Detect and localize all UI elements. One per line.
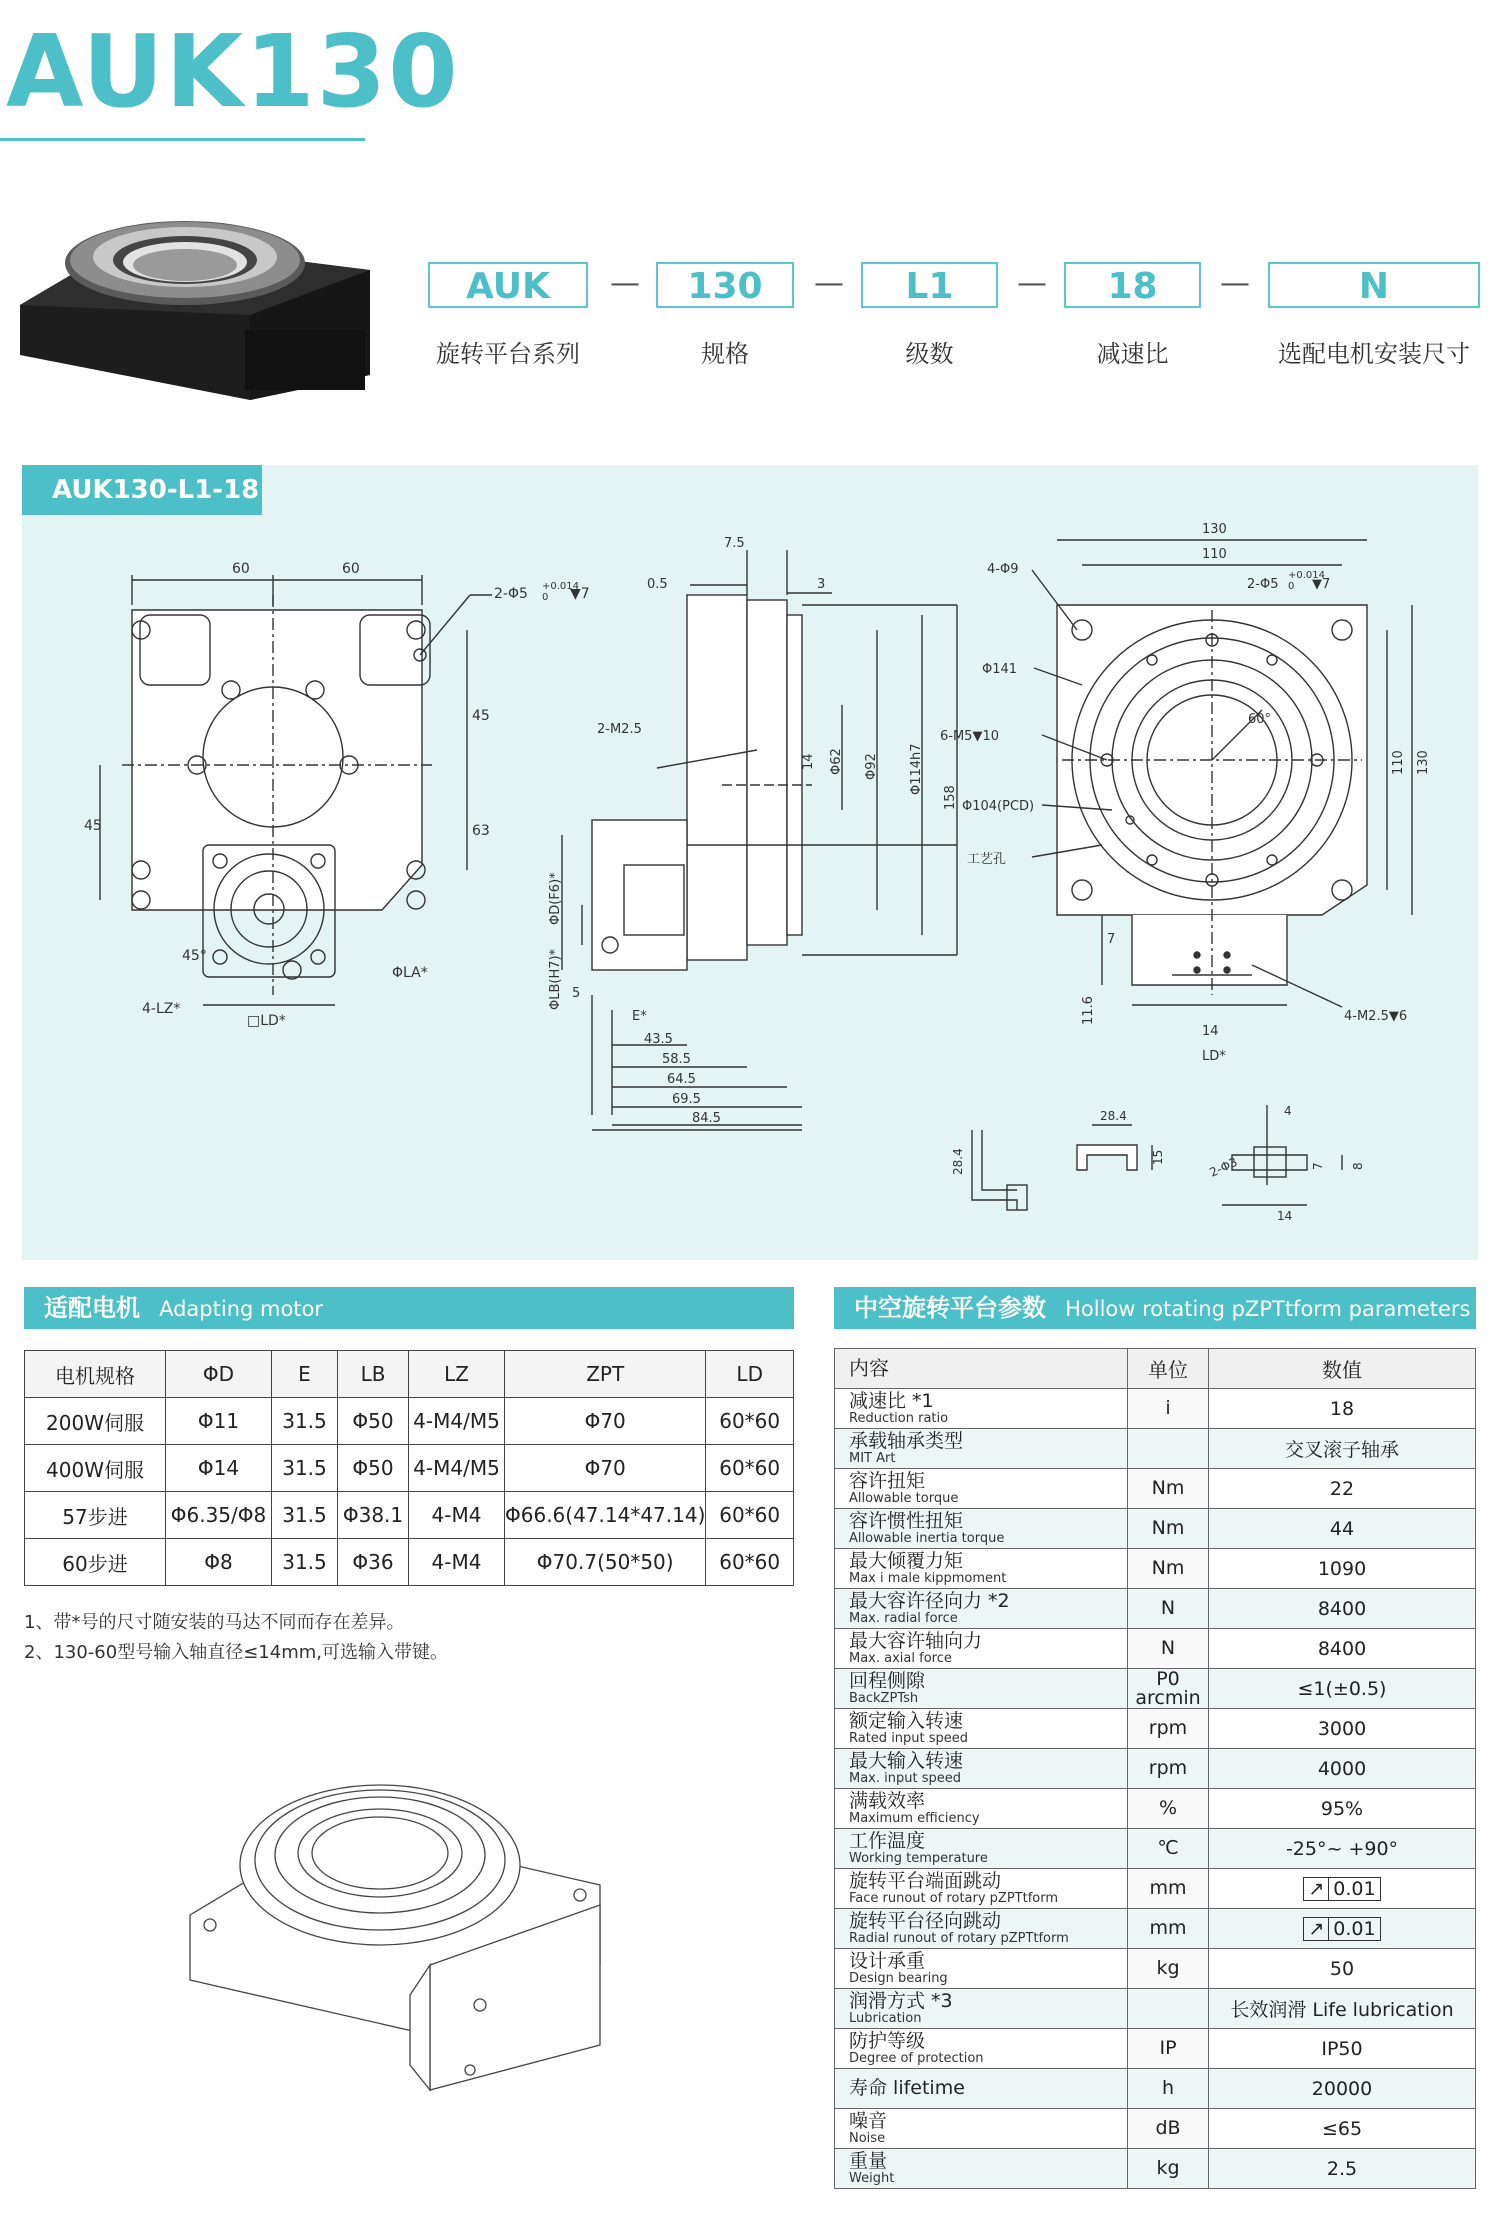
side-view [562,550,957,1130]
param-name [835,1509,1128,1549]
table-row [835,1589,1476,1629]
dim-front-45a: 45 [472,708,490,724]
param-name-en: Noise [849,2130,886,2146]
col-header: 内容 [835,1349,1128,1389]
table-row [25,1492,794,1539]
params-table-header [835,1349,1476,1389]
table-row [25,1539,794,1586]
page-title: AUK130 [6,13,460,130]
motor-table [24,1350,794,1586]
param-name-cn: 重量 [849,2150,888,2173]
param-name-cn: 防护等级 [849,2030,926,2053]
dim-side-d: ΦD(F6)* [548,872,563,925]
table-row [835,1669,1476,1709]
table-row [835,1389,1476,1429]
table-cell: Φ50 [338,1445,409,1492]
dim-front-hole-tol: +0.014 [542,581,580,592]
param-name-cn: 容许扭矩 [849,1470,926,1493]
param-unit [1128,1989,1209,2029]
dim-top-gy: 工艺孔 [967,852,1007,867]
dim-detail-2-3: 2-Φ3 [1207,1154,1240,1180]
col-header: LD [706,1351,794,1398]
caption-series: 旋转平台系列 [436,340,580,368]
col-header: ΦD [166,1351,272,1398]
dim-side-64.5: 64.5 [667,1072,696,1087]
table-row [835,1949,1476,1989]
table-row [835,1629,1476,1669]
param-name [835,1629,1128,1669]
param-name-en: Radial runout of rotary pZPTtform [849,1930,1069,1946]
param-value: 95% [1209,1789,1476,1829]
param-name-en: Degree of protection [849,2050,984,2066]
param-name-cn: 噪音 [849,2110,888,2133]
dim-side-5: 5 [572,986,581,1001]
note-2: 2、130-60型号输入轴直径≤14mm,可选输入带键。 [24,1642,448,1663]
table-cell: 400W伺服 [25,1445,166,1492]
param-name [835,1669,1128,1709]
table-row [835,1709,1476,1749]
col-header: 数值 [1209,1349,1476,1389]
dim-side-14: 14 [801,753,816,770]
code-series: AUK [428,262,588,308]
param-unit: i [1128,1389,1209,1429]
title-underline [0,138,365,141]
runout-value: 0.01 [1333,1877,1376,1900]
param-name [835,1869,1128,1909]
param-value [1209,1909,1476,1949]
table-cell: Φ38.1 [338,1492,409,1539]
param-value: ≤1(±0.5) [1209,1669,1476,1709]
param-value: 2.5 [1209,2149,1476,2189]
motor-section-header [24,1287,794,1329]
param-unit: mm [1128,1909,1209,1949]
param-unit: % [1128,1789,1209,1829]
col-header: ZPT [505,1351,706,1398]
table-cell: 57步进 [25,1492,166,1539]
runout-tolerance-box [1303,1917,1380,1941]
dim-front-63: 63 [472,823,490,839]
param-name [835,1789,1128,1829]
table-row [835,1509,1476,1549]
dim-detail-8: 8 [1351,1162,1365,1170]
param-unit: ℃ [1128,1829,1209,1869]
table-cell: 31.5 [272,1398,338,1445]
table-row [835,2109,1476,2149]
dim-top-11.6: 11.6 [1081,996,1096,1025]
param-name [835,2109,1128,2149]
dim-top-110: 110 [1202,547,1227,562]
col-header: E [272,1351,338,1398]
param-name-en: BackZPTsh [849,1690,919,1706]
table-cell: 4-M4 [409,1492,505,1539]
param-value [1209,1869,1476,1909]
table-cell: 31.5 [272,1445,338,1492]
caption-motor: 选配电机安装尺寸 [1278,340,1470,368]
runout-tolerance-box [1303,1877,1380,1901]
note-1: 1、带*号的尺寸随安装的马达不同而存在差异。 [24,1612,405,1633]
dim-top-130v: 130 [1416,750,1431,775]
code-stage: L1 [861,262,998,308]
table-cell: 4-M4/M5 [409,1398,505,1445]
dim-side-3: 3 [817,577,826,592]
dim-top-60deg: 60° [1248,712,1272,727]
table-cell: Φ36 [338,1539,409,1586]
param-name-cn: 减速比 *1 [849,1390,934,1413]
dim-front-la: ΦLA* [392,965,428,981]
params-section-header [834,1287,1476,1329]
table-cell: 200W伺服 [25,1398,166,1445]
dim-side-114: Φ114h7 [909,743,924,795]
table-cell: 31.5 [272,1492,338,1539]
param-name [835,1949,1128,1989]
col-header: LB [338,1351,409,1398]
param-name [835,1469,1128,1509]
table-row [835,1829,1476,1869]
param-value: 22 [1209,1469,1476,1509]
dim-detail-15: 15 [1151,1149,1165,1165]
table-cell: Φ50 [338,1398,409,1445]
drawing-tab: AUK130-L1-18 [22,465,262,515]
param-name-cn: 工作温度 [849,1830,926,1853]
param-name [835,1829,1128,1869]
motor-heading-en: Adapting motor [159,1297,324,1321]
param-value: 44 [1209,1509,1476,1549]
param-value: IP50 [1209,2029,1476,2069]
param-name [835,1589,1128,1629]
param-value: 长效润滑 Life lubrication [1209,1989,1476,2029]
param-name [835,1389,1128,1429]
runout-value: 0.01 [1333,1917,1376,1940]
dim-top-130: 130 [1202,522,1227,537]
param-name-cn: 满载效率 [849,1790,926,1813]
dim-top-110v: 110 [1391,750,1406,775]
param-name-cn: 旋转平台径向跳动 [849,1910,1002,1933]
dim-top-7: 7 [1107,932,1116,947]
table-cell: 60*60 [706,1539,794,1586]
param-name-cn: 寿命 lifetime [849,2076,965,2099]
param-name-en: Maximum efficiency [849,1810,980,1826]
dim-side-84.5: 84.5 [692,1111,721,1126]
param-unit: kg [1128,1949,1209,1989]
params-table [834,1348,1476,2189]
table-cell: 60*60 [706,1398,794,1445]
dim-side-43.5: 43.5 [644,1032,673,1047]
param-name-en: Max. radial force [849,1610,958,1626]
param-name-cn: 承载轴承类型 [849,1430,964,1453]
dim-top-depth: ▼7 [1312,577,1331,592]
table-row [25,1398,794,1445]
param-name-cn: 旋转平台端面跳动 [849,1870,1002,1893]
param-name [835,2069,1128,2109]
dim-side-62: Φ62 [829,748,844,775]
runout-arrow-icon: ↗ [1308,1878,1329,1900]
caption-size: 规格 [701,340,749,368]
param-name [835,1709,1128,1749]
param-name-en: Working temperature [849,1850,988,1866]
dim-top-tol2: 0 [1288,581,1295,592]
dim-side-lb: ΦLB(H7)* [548,948,563,1010]
param-value: 20000 [1209,2069,1476,2109]
param-name-en: MIT Art [849,1450,896,1466]
param-unit: h [1128,2069,1209,2109]
dim-front-lz: 4-LZ* [142,1001,181,1017]
table-cell: Φ70 [505,1445,706,1492]
param-unit: IP [1128,2029,1209,2069]
param-name-en: Lubrication [849,2010,922,2026]
dim-side-e: E* [632,1009,647,1024]
param-name-en: Weight [849,2170,895,2186]
col-header: 单位 [1128,1349,1209,1389]
table-cell: Φ8 [166,1539,272,1586]
param-value: 8400 [1209,1589,1476,1629]
param-name-cn: 润滑方式 *3 [849,1990,953,2013]
dim-side-58.5: 58.5 [662,1052,691,1067]
param-unit: Nm [1128,1549,1209,1589]
table-cell: Φ70 [505,1398,706,1445]
caption-ratio: 减速比 [1096,340,1169,368]
table-row [835,1869,1476,1909]
param-value: -25°~ +90° [1209,1829,1476,1869]
motor-heading-cn: 适配电机 [44,1294,140,1322]
dim-front-60-left: 60 [232,561,250,577]
param-name-cn: 容许惯性扭矩 [849,1510,964,1533]
param-name-cn: 最大输入转速 [849,1750,964,1773]
param-name-en: Max i male kippmoment [849,1570,1007,1586]
code-separator: — [814,266,844,301]
dim-front-45b: 45 [84,818,102,834]
param-name [835,1429,1128,1469]
param-unit: N [1128,1629,1209,1669]
dim-top-m5: 6-M5▼10 [940,729,999,744]
param-unit: Nm [1128,1509,1209,1549]
col-header: LZ [409,1351,505,1398]
code-separator: — [1017,266,1047,301]
param-value: 3000 [1209,1709,1476,1749]
dim-top-4-9: 4-Φ9 [987,562,1019,577]
param-value: 1090 [1209,1549,1476,1589]
table-cell: 4-M4 [409,1539,505,1586]
table-cell: Φ66.6(47.14*47.14) [505,1492,706,1539]
param-unit: N [1128,1589,1209,1629]
dim-detail-28.4b: 28.4 [1100,1109,1127,1123]
param-value: 50 [1209,1949,1476,1989]
param-name-cn: 回程侧隙 [849,1670,926,1693]
dim-top-14: 14 [1202,1024,1219,1039]
param-name-en: Max. axial force [849,1650,952,1666]
table-row [835,1989,1476,2029]
product-photo [20,205,380,405]
table-row [835,1789,1476,1829]
code-motor: N [1268,262,1480,308]
dim-top-tol: +0.014 [1288,570,1326,581]
table-cell: 4-M4/M5 [409,1445,505,1492]
table-row [835,1429,1476,1469]
table-row [835,2149,1476,2189]
param-unit: P0 arcmin [1128,1669,1209,1709]
table-row [835,1909,1476,1949]
dim-detail-7: 7 [1311,1162,1325,1170]
table-cell: Φ11 [166,1398,272,1445]
table-cell: Φ14 [166,1445,272,1492]
param-name-en: Allowable torque [849,1490,959,1506]
dim-top-ld: LD* [1202,1049,1226,1064]
dim-detail-14: 14 [1277,1209,1293,1223]
caption-stage: 级数 [905,340,954,368]
dim-front-60-right: 60 [342,561,360,577]
param-name-en: Allowable inertia torque [849,1530,1005,1546]
param-name-cn: 最大容许轴向力 [849,1630,983,1653]
param-name [835,1989,1128,2029]
param-value: 18 [1209,1389,1476,1429]
param-name-en: Design bearing [849,1970,948,1986]
code-ratio: 18 [1064,262,1201,308]
param-name [835,2029,1128,2069]
table-row [835,2029,1476,2069]
param-name [835,1749,1128,1789]
table-cell: 31.5 [272,1539,338,1586]
col-header: 电机规格 [25,1351,166,1398]
dim-side-92: Φ92 [864,753,879,780]
dim-side-m2.5: 2-M2.5 [597,722,642,737]
code-separator: — [1220,266,1250,301]
param-name-cn: 额定输入转速 [849,1710,964,1733]
dim-front-hole-tol2: 0 [542,592,549,603]
param-name-en: Rated input speed [849,1730,969,1746]
dim-detail-28.4a: 28.4 [951,1148,965,1175]
param-unit: Nm [1128,1469,1209,1509]
dim-front-hole: 2-Φ5 [494,586,528,602]
param-name [835,2149,1128,2189]
param-name-cn: 最大倾覆力矩 [849,1550,964,1573]
param-name-cn: 设计承重 [849,1950,926,1973]
table-cell: 60步进 [25,1539,166,1586]
param-unit: dB [1128,2109,1209,2149]
param-value: 8400 [1209,1629,1476,1669]
dim-top-141: Φ141 [982,662,1018,677]
dim-top-m2.5: 4-M2.5▼6 [1344,1009,1408,1024]
front-view [100,575,492,1005]
technical-drawing [22,465,1478,1260]
table-cell: 60*60 [706,1492,794,1539]
table-cell: 60*60 [706,1445,794,1492]
runout-arrow-icon: ↗ [1308,1918,1329,1940]
table-cell: Φ6.35/Φ8 [166,1492,272,1539]
param-value: ≤65 [1209,2109,1476,2149]
table-row [835,1469,1476,1509]
dim-detail-4: 4 [1284,1104,1292,1118]
param-unit: rpm [1128,1749,1209,1789]
dim-front-45deg: 45° [182,948,207,964]
table-row [835,1749,1476,1789]
param-value: 4000 [1209,1749,1476,1789]
motor-table-header [25,1351,794,1398]
dim-top-2-5: 2-Φ5 [1247,577,1279,592]
param-unit [1128,1429,1209,1469]
dim-side-0.5: 0.5 [647,577,668,592]
table-row [835,1549,1476,1589]
dim-side-7.5: 7.5 [724,536,745,551]
dim-side-69.5: 69.5 [672,1092,701,1107]
top-view [1032,540,1412,1007]
code-separator: — [610,266,640,301]
param-name-cn: 最大容许径向力 *2 [849,1590,1010,1613]
dim-front-ld: □LD* [247,1013,286,1029]
param-unit: mm [1128,1869,1209,1909]
dim-side-158: 158 [943,785,958,810]
params-heading-cn: 中空旋转平台参数 [854,1294,1046,1322]
param-unit: rpm [1128,1709,1209,1749]
dim-top-104: Φ104(PCD) [962,799,1035,814]
param-unit: kg [1128,2149,1209,2189]
table-row [25,1445,794,1492]
param-name-en: Face runout of rotary pZPTtform [849,1890,1059,1906]
product-line-drawing [180,1765,630,2095]
params-heading-en: Hollow rotating pZPTtform parameters [1065,1297,1471,1321]
param-name [835,1549,1128,1589]
code-size: 130 [656,262,794,308]
table-cell: Φ70.7(50*50) [505,1539,706,1586]
param-name [835,1909,1128,1949]
dim-front-hole-depth: ▼7 [570,586,590,602]
param-value: 交叉滚子轴承 [1209,1429,1476,1469]
table-row [835,2069,1476,2109]
param-name-en: Reduction ratio [849,1410,949,1426]
param-name-en: Max. input speed [849,1770,961,1786]
